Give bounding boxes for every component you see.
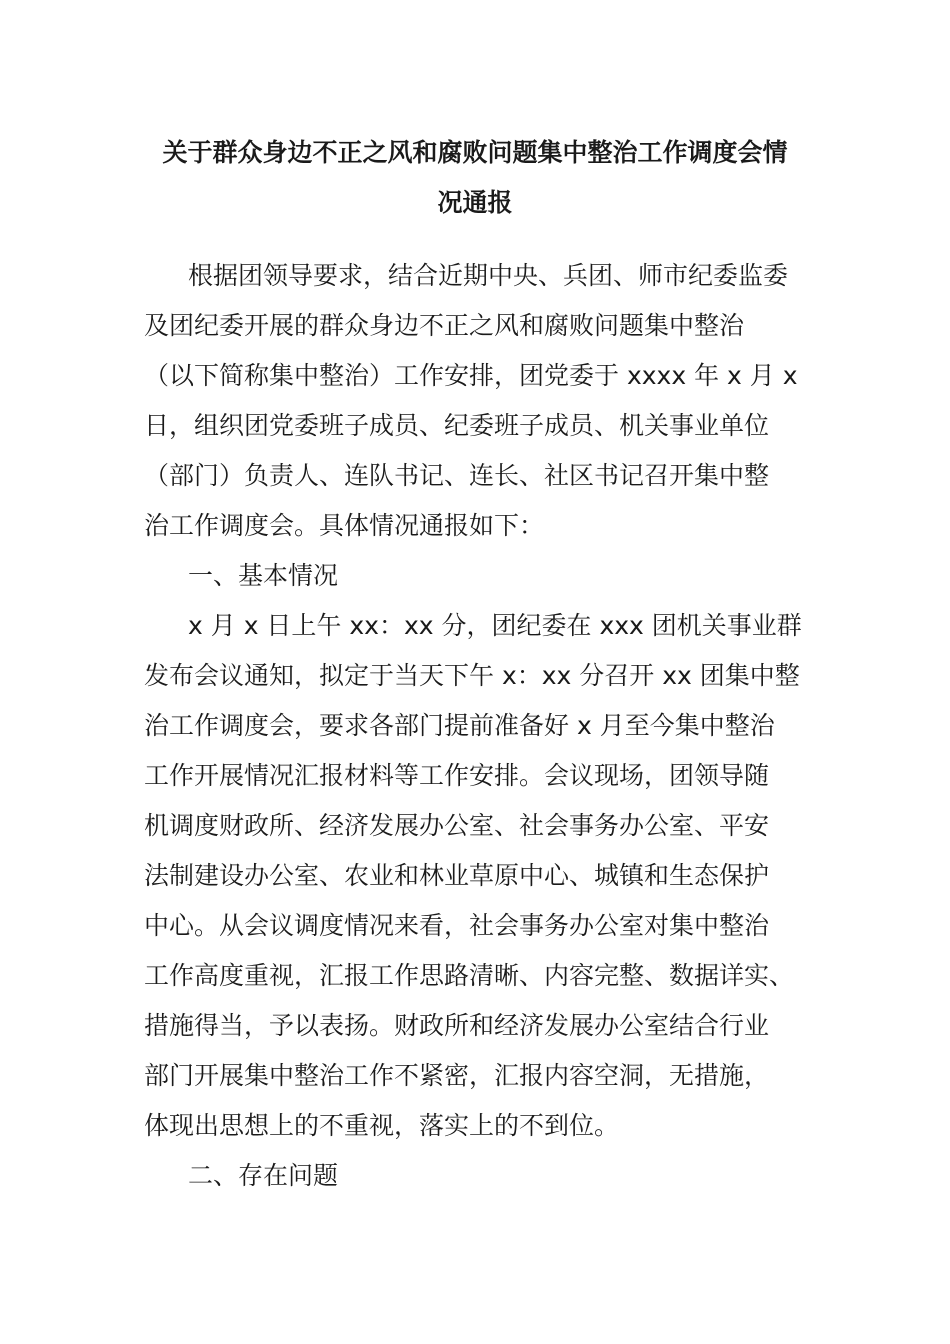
title-line: 况通报	[437, 188, 513, 217]
text-line: 治工作调度会，要求各部门提前准备好 x 月至今集中整治	[144, 711, 775, 740]
text-line: 法制建设办公室、农业和林业草原中心、城镇和生态保护	[144, 861, 770, 890]
paragraph-intro	[144, 251, 808, 551]
section-heading-basic: 一、基本情况	[188, 561, 339, 590]
text-line: 及团纪委开展的群众身边不正之风和腐败问题集中整治	[144, 311, 745, 340]
text-line: 机调度财政所、经济发展办公室、社会事务办公室、平安	[144, 811, 770, 840]
document-body	[144, 251, 808, 1201]
document-title	[140, 128, 810, 228]
text-line: （部门）负责人、连队书记、连长、社区书记召开集中整	[144, 461, 770, 490]
text-line: 措施得当，予以表扬。财政所和经济发展办公室结合行业	[144, 1011, 770, 1040]
section-heading-problems: 二、存在问题	[188, 1161, 339, 1190]
text-line: 中心。从会议调度情况来看，社会事务办公室对集中整治	[144, 911, 770, 940]
text-line: 部门开展集中整治工作不紧密，汇报内容空洞，无措施，	[144, 1061, 770, 1090]
text-line: （以下简称集中整治）工作安排，团党委于 xxxx 年 x 月 x	[144, 361, 798, 390]
text-line: 工作开展情况汇报材料等工作安排。会议现场，团领导随	[144, 761, 770, 790]
text-line: 治工作调度会。具体情况通报如下：	[144, 511, 545, 540]
paragraph-basic-situation	[144, 601, 808, 1151]
title-line: 关于群众身边不正之风和腐败问题集中整治工作调度会情	[162, 138, 788, 167]
text-line: 根据团领导要求，结合近期中央、兵团、师市纪委监委	[188, 261, 789, 290]
text-line: 工作高度重视，汇报工作思路清晰、内容完整、数据详实、	[144, 961, 795, 990]
text-line: 体现出思想上的不重视，落实上的不到位。	[144, 1111, 620, 1140]
text-line: 日，组织团党委班子成员、纪委班子成员、机关事业单位	[144, 411, 770, 440]
text-line: 发布会议通知，拟定于当天下午 x：xx 分召开 xx 团集中整	[144, 661, 800, 690]
text-line: x 月 x 日上午 xx：xx 分，团纪委在 xxx 团机关事业群	[188, 611, 802, 640]
